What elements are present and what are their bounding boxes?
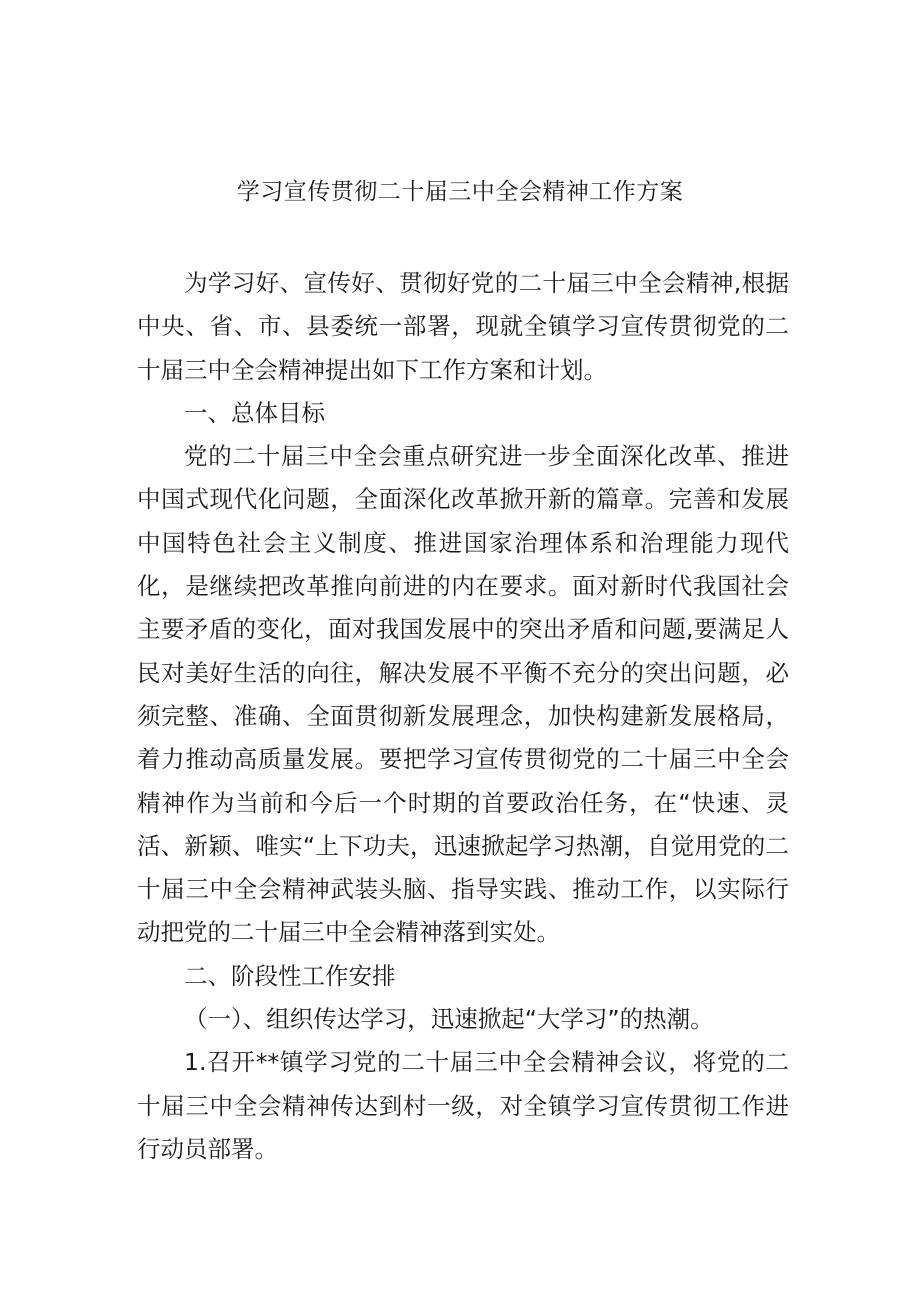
section-heading-phased-arrangement: 二、阶段性工作安排 [184, 961, 396, 990]
document-body [137, 262, 789, 1171]
overall-goal-paragraph: 党的二十届三中全会重点研究进一步全面深化改革、推进中国式现代化问题，全面深化改革掀开新的篇章。完善和发展中国特色社会主义制度、推进国家治理体系和治理能力现代化，是继续把改革推向前进的内在要求。面对新时代我国社会主要矛盾的变化，面对我国发展中的突出矛盾和问题,要满足人民对美好生活的向往，解决发展不平衡不充分的突出问题，必须完整、准确、全面贯彻新发展理念，加快构建新发展格局，着力推动高质量发展。要把学习宣传贯彻党的二十届三中全会精神作为当前和今后一个时期的首要政治任务，在“快速、灵活、新颖、唯实“上下功夫，迅速掀起学习热潮，自觉用党的二十届三中全会精神武装头脑、指导实践、推动工作，以实际行动把党的二十届三中全会精神落到实处。 [137, 442, 789, 947]
item-1-paragraph: 1.召开**镇学习党的二十届三中全会精神会议，将党的二十届三中全会精神传达到村一级，对全镇学习宣传贯彻工作进行动员部署。 [137, 1048, 789, 1163]
section-heading-overall-goal: 一、总体目标 [184, 398, 325, 427]
subsection-heading-organize-study: （一）、组织传达学习，迅速掀起“大学习”的热潮。 [184, 1005, 714, 1034]
intro-paragraph: 为学习好、宣传好、贯彻好党的二十届三中全会精神,根据中央、省、市、县委统一部署，现就全镇学习宣传贯彻党的二十届三中全会精神提出如下工作方案和计划。 [137, 269, 789, 384]
document-title: 学习宣传贯彻二十届三中全会精神工作方案 [236, 179, 684, 205]
